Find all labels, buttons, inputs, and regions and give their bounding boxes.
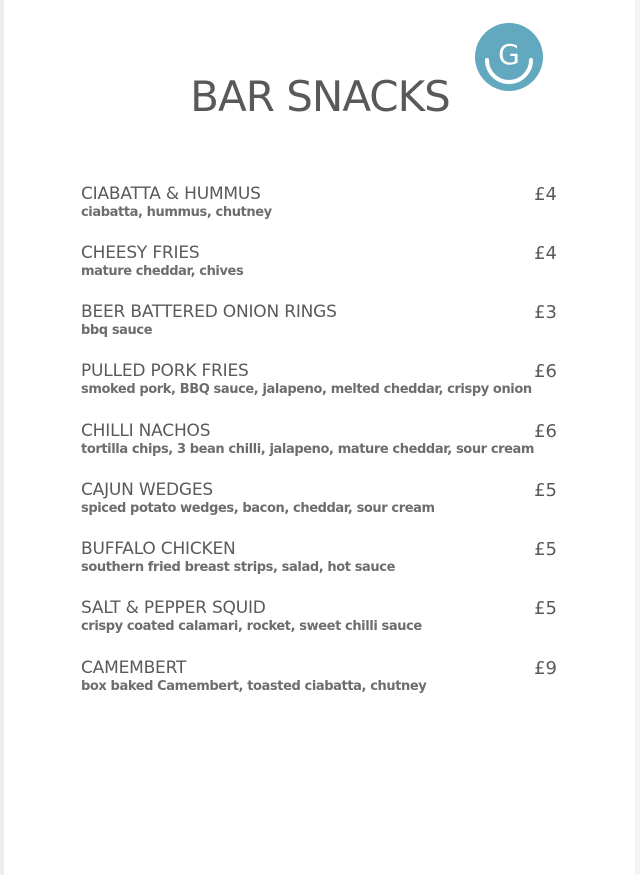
menu-item xyxy=(81,361,561,399)
item-name: CHEESY FRIES xyxy=(81,243,200,263)
logo-letter: G xyxy=(498,38,520,71)
menu-item xyxy=(81,480,561,518)
item-name: CHILLI NACHOS xyxy=(81,421,211,441)
menu-item xyxy=(81,421,561,459)
item-description: tortilla chips, 3 bean chilli, jalapeno, mature cheddar, sour cream xyxy=(81,442,535,457)
item-price: £5 xyxy=(534,598,557,619)
item-description: spiced potato wedges, bacon, cheddar, sour cream xyxy=(81,501,435,516)
item-price: £5 xyxy=(534,539,557,560)
menu-item xyxy=(81,658,561,696)
menu-item xyxy=(81,302,561,340)
item-price: £4 xyxy=(534,184,557,205)
item-description: crispy coated calamari, rocket, sweet chilli sauce xyxy=(81,619,422,634)
menu-item xyxy=(81,184,561,222)
item-description: bbq sauce xyxy=(81,323,153,338)
item-name: BEER BATTERED ONION RINGS xyxy=(81,302,337,322)
item-price: £5 xyxy=(534,480,557,501)
item-description: southern fried breast strips, salad, hot sauce xyxy=(81,560,396,575)
menu-title: BAR SNACKS xyxy=(190,72,450,121)
item-name: CIABATTA & HUMMUS xyxy=(81,184,261,204)
item-price: £6 xyxy=(534,421,557,442)
item-name: CAJUN WEDGES xyxy=(81,480,214,500)
item-description: smoked pork, BBQ sauce, jalapeno, melted cheddar, crispy onion xyxy=(81,382,532,397)
item-name: CAMEMBERT xyxy=(81,658,187,678)
menu-item xyxy=(81,539,561,577)
item-name: BUFFALO CHICKEN xyxy=(81,539,236,559)
item-description: box baked Camembert, toasted ciabatta, chutney xyxy=(81,679,427,694)
item-name: PULLED PORK FRIES xyxy=(81,361,249,381)
menu-item xyxy=(81,598,561,636)
item-price: £6 xyxy=(534,361,557,382)
menu-item xyxy=(81,243,561,281)
page-edge xyxy=(635,0,640,875)
item-description: ciabatta, hummus, chutney xyxy=(81,205,272,220)
item-name: SALT & PEPPER SQUID xyxy=(81,598,266,618)
item-price: £9 xyxy=(534,658,557,679)
item-price: £4 xyxy=(534,243,557,264)
item-description: mature cheddar, chives xyxy=(81,264,244,279)
item-price: £3 xyxy=(534,302,557,323)
